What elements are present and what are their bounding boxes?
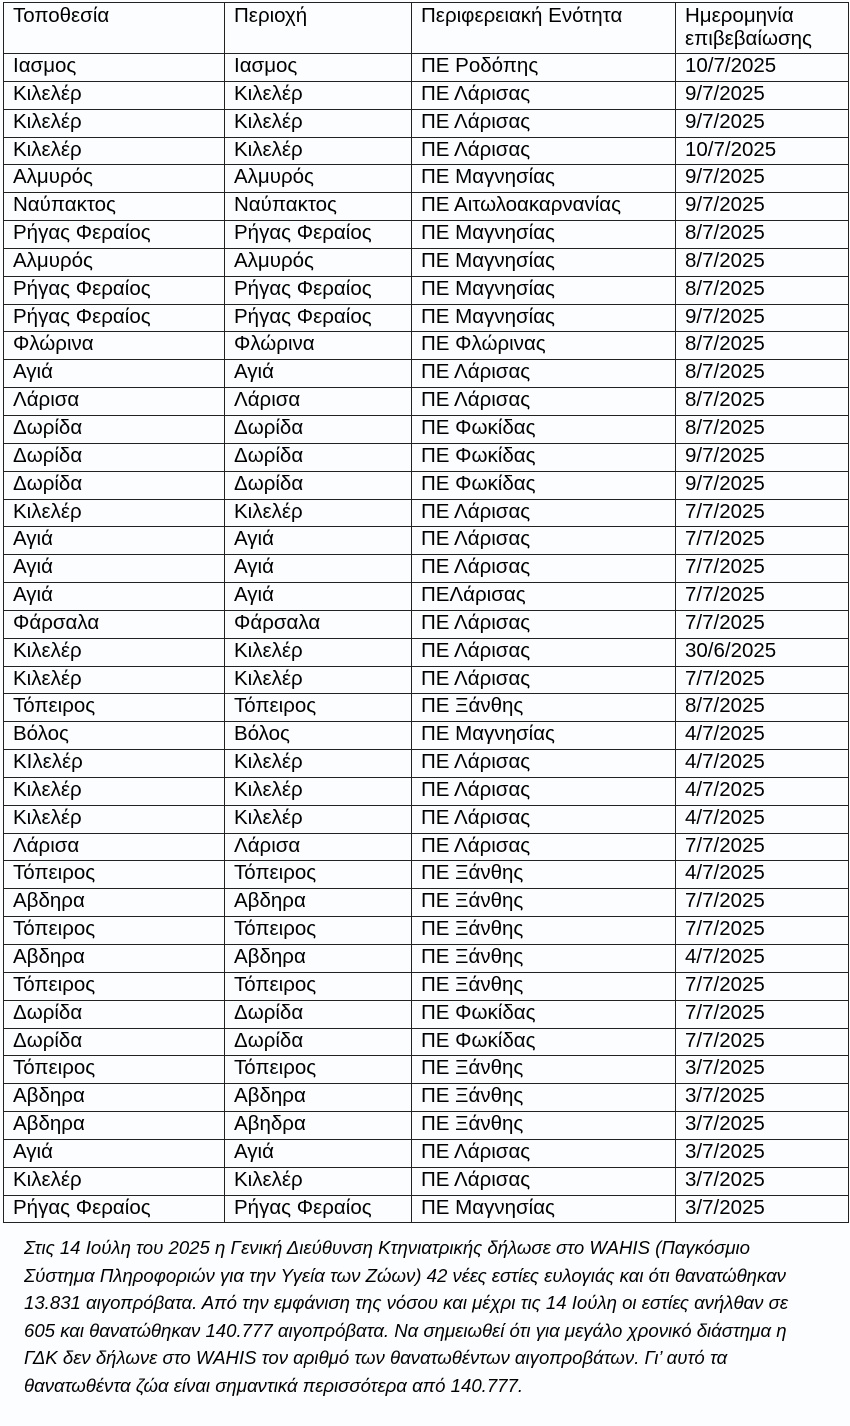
cell-area: Κιλελέρ	[225, 109, 412, 137]
table-row	[4, 388, 849, 416]
cell-regional-unit: ΠΕ Μαγνησίας	[412, 221, 676, 249]
table-row	[4, 360, 849, 388]
table-row	[4, 415, 849, 443]
cell-location: Βόλος	[4, 722, 225, 750]
cell-regional-unit: ΠΕ Λάρισας	[412, 666, 676, 694]
cell-area: Δωρίδα	[225, 415, 412, 443]
cell-area: Φάρσαλα	[225, 610, 412, 638]
cell-area: Λάρισα	[225, 833, 412, 861]
cell-area: Ρήγας Φεραίος	[225, 276, 412, 304]
cell-regional-unit: ΠΕ Λάρισας	[412, 833, 676, 861]
cell-regional-unit: ΠΕ Λάρισας	[412, 610, 676, 638]
cell-regional-unit: ΠΕ Λάρισας	[412, 1139, 676, 1167]
cell-date: 9/7/2025	[676, 471, 849, 499]
cell-regional-unit: ΠΕ Ξάνθης	[412, 972, 676, 1000]
cell-location: Κιλελέρ	[4, 499, 225, 527]
table-row	[4, 527, 849, 555]
table-row	[4, 1084, 849, 1112]
cell-location: Δωρίδα	[4, 471, 225, 499]
table-row	[4, 666, 849, 694]
cell-area: Κιλελέρ	[225, 805, 412, 833]
cell-date: 7/7/2025	[676, 499, 849, 527]
cell-date: 8/7/2025	[676, 360, 849, 388]
cell-area: Λάρισα	[225, 388, 412, 416]
cell-location: Αβδηρα	[4, 1084, 225, 1112]
cell-area: Αγιά	[225, 555, 412, 583]
cell-area: Φλώρινα	[225, 332, 412, 360]
cell-regional-unit: ΠΕ Αιτωλοακαρνανίας	[412, 193, 676, 221]
cell-date: 9/7/2025	[676, 193, 849, 221]
cell-area: Αβδηρα	[225, 945, 412, 973]
table-row	[4, 777, 849, 805]
cell-area: Αβδηρα	[225, 889, 412, 917]
cell-date: 8/7/2025	[676, 221, 849, 249]
table-row	[4, 750, 849, 778]
cell-regional-unit: ΠΕ Φωκίδας	[412, 471, 676, 499]
cell-area: Αγιά	[225, 1139, 412, 1167]
cell-regional-unit: ΠΕ Μαγνησίας	[412, 276, 676, 304]
cell-area: Ναύπακτος	[225, 193, 412, 221]
cell-location: Αγιά	[4, 583, 225, 611]
cell-location: Αγιά	[4, 555, 225, 583]
cell-location: Κιλελέρ	[4, 805, 225, 833]
header-location: Τοποθεσία	[4, 3, 225, 54]
cell-regional-unit: ΠΕ Λάρισας	[412, 499, 676, 527]
cell-location: Αλμυρός	[4, 165, 225, 193]
table-row	[4, 861, 849, 889]
table-row	[4, 248, 849, 276]
cell-area: Κιλελέρ	[225, 750, 412, 778]
cell-date: 9/7/2025	[676, 443, 849, 471]
cell-date: 4/7/2025	[676, 945, 849, 973]
table-row	[4, 471, 849, 499]
cell-date: 30/6/2025	[676, 638, 849, 666]
cell-location: Αγιά	[4, 1139, 225, 1167]
table-row	[4, 221, 849, 249]
cell-date: 7/7/2025	[676, 666, 849, 694]
cell-date: 3/7/2025	[676, 1084, 849, 1112]
cell-regional-unit: ΠΕ Λάρισας	[412, 777, 676, 805]
cell-location: Δωρίδα	[4, 443, 225, 471]
cell-date: 8/7/2025	[676, 415, 849, 443]
header-area: Περιοχή	[225, 3, 412, 54]
cell-regional-unit: ΠΕ Ροδόπης	[412, 54, 676, 82]
cell-regional-unit: ΠΕ Μαγνησίας	[412, 304, 676, 332]
cell-location: Δωρίδα	[4, 1028, 225, 1056]
cell-location: Κιλελέρ	[4, 109, 225, 137]
cell-location: Κιλελέρ	[4, 777, 225, 805]
cell-date: 10/7/2025	[676, 54, 849, 82]
cell-area: Κιλελέρ	[225, 499, 412, 527]
cell-location: Κιλελέρ	[4, 81, 225, 109]
cell-location: Ρήγας Φεραίος	[4, 1195, 225, 1223]
cell-location: Αγιά	[4, 360, 225, 388]
cell-area: Δωρίδα	[225, 443, 412, 471]
table-row	[4, 610, 849, 638]
cell-regional-unit: ΠΕ Φωκίδας	[412, 443, 676, 471]
table-row	[4, 276, 849, 304]
table-row	[4, 722, 849, 750]
cell-location: Λάρισα	[4, 388, 225, 416]
cell-date: 8/7/2025	[676, 332, 849, 360]
cell-location: Τόπειρος	[4, 972, 225, 1000]
cell-regional-unit: ΠΕ Λάρισας	[412, 638, 676, 666]
cell-area: Αγιά	[225, 583, 412, 611]
cell-regional-unit: ΠΕ Φλώρινας	[412, 332, 676, 360]
cell-location: Ναύπακτος	[4, 193, 225, 221]
cell-location: Δωρίδα	[4, 1000, 225, 1028]
cell-date: 3/7/2025	[676, 1139, 849, 1167]
cell-date: 7/7/2025	[676, 917, 849, 945]
table-row	[4, 54, 849, 82]
cell-location: Αγιά	[4, 527, 225, 555]
cell-location: Αβδηρα	[4, 945, 225, 973]
cell-date: 4/7/2025	[676, 805, 849, 833]
cell-date: 4/7/2025	[676, 861, 849, 889]
cell-date: 3/7/2025	[676, 1167, 849, 1195]
cell-regional-unit: ΠΕ Λάρισας	[412, 360, 676, 388]
cell-area: Αλμυρός	[225, 165, 412, 193]
cell-regional-unit: ΠΕ Φωκίδας	[412, 1028, 676, 1056]
table-row	[4, 304, 849, 332]
cell-date: 7/7/2025	[676, 833, 849, 861]
table-row	[4, 638, 849, 666]
cell-location: Κιλελέρ	[4, 638, 225, 666]
cell-location: Κιλελέρ	[4, 1167, 225, 1195]
cell-location: Φλώρινα	[4, 332, 225, 360]
cell-regional-unit: ΠΕ Λάρισας	[412, 1167, 676, 1195]
cell-area: Βόλος	[225, 722, 412, 750]
cell-date: 7/7/2025	[676, 1028, 849, 1056]
cell-date: 4/7/2025	[676, 777, 849, 805]
table-row	[4, 583, 849, 611]
cell-date: 7/7/2025	[676, 555, 849, 583]
table-row	[4, 1195, 849, 1223]
table-row	[4, 1167, 849, 1195]
cell-area: Αλμυρός	[225, 248, 412, 276]
cell-date: 3/7/2025	[676, 1112, 849, 1140]
cell-regional-unit: ΠΕ Λάρισας	[412, 137, 676, 165]
cell-location: Τόπειρος	[4, 917, 225, 945]
cell-area: Κιλελέρ	[225, 666, 412, 694]
cell-area: Αγιά	[225, 527, 412, 555]
cell-area: Ιασμος	[225, 54, 412, 82]
cell-regional-unit: ΠΕ Μαγνησίας	[412, 1195, 676, 1223]
cell-area: Δωρίδα	[225, 1028, 412, 1056]
cell-regional-unit: ΠΕ Ξάνθης	[412, 917, 676, 945]
cell-date: 9/7/2025	[676, 109, 849, 137]
table-row	[4, 945, 849, 973]
cell-date: 7/7/2025	[676, 610, 849, 638]
cell-regional-unit: ΠΕ Μαγνησίας	[412, 722, 676, 750]
cell-regional-unit: ΠΕ Ξάνθης	[412, 889, 676, 917]
table-row	[4, 972, 849, 1000]
cell-location: Λάρισα	[4, 833, 225, 861]
cell-area: Δωρίδα	[225, 1000, 412, 1028]
cell-area: Κιλελέρ	[225, 137, 412, 165]
cell-date: 3/7/2025	[676, 1056, 849, 1084]
cell-date: 7/7/2025	[676, 889, 849, 917]
table-row	[4, 109, 849, 137]
cell-area: Κιλελέρ	[225, 638, 412, 666]
footnote-text: Στις 14 Ιούλη του 2025 η Γενική Διεύθυνση Κτηνιατρικής δήλωσε στο WAHIS (Παγκόσμιο Σύστημα Πληροφοριών για την Υγεία των Ζώων) 42 νέες εστίες ευλογιάς και ότι θανατώθηκαν 13.831 αιγοπρόβατα. Από την εμφάνιση της νόσου και μέχρι τις 14 Ιούλη οι εστίες ανήλθαν σε 605 και θανατώθηκαν 140.777 αιγοπρόβατα. Να σημειωθεί ότι για μεγάλο χρονικό διάστημα η ΓΔΚ δεν δήλωνε στο WAHIS τον αριθμό των θανατωθέντων αιγοπροβάτων. Γι’ αυτό τα θανατωθέντα ζώα είναι σημαντικά περισσότερα από 140.777.	[24, 1237, 788, 1396]
cell-regional-unit: ΠΕ Φωκίδας	[412, 415, 676, 443]
table-row	[4, 1028, 849, 1056]
cell-area: Κιλελέρ	[225, 1167, 412, 1195]
cell-date: 9/7/2025	[676, 304, 849, 332]
table-row	[4, 694, 849, 722]
cell-regional-unit: ΠΕ Λάρισας	[412, 805, 676, 833]
table-row	[4, 555, 849, 583]
cell-area: Τόπειρος	[225, 861, 412, 889]
table-row	[4, 81, 849, 109]
cell-regional-unit: ΠΕ Λάρισας	[412, 388, 676, 416]
table-row	[4, 165, 849, 193]
cell-regional-unit: ΠΕ Λάρισας	[412, 81, 676, 109]
cell-location: Τόπειρος	[4, 861, 225, 889]
cell-date: 10/7/2025	[676, 137, 849, 165]
table-row	[4, 1000, 849, 1028]
cell-location: Αλμυρός	[4, 248, 225, 276]
cell-regional-unit: ΠΕ Ξάνθης	[412, 1084, 676, 1112]
cell-regional-unit: ΠΕ Μαγνησίας	[412, 165, 676, 193]
cell-area: Τόπειρος	[225, 1056, 412, 1084]
cell-date: 4/7/2025	[676, 722, 849, 750]
cell-area: Ρήγας Φεραίος	[225, 1195, 412, 1223]
cell-area: Ρήγας Φεραίος	[225, 304, 412, 332]
table-row	[4, 917, 849, 945]
cell-regional-unit: ΠΕ Ξάνθης	[412, 694, 676, 722]
cell-location: Ιασμος	[4, 54, 225, 82]
cell-area: Τόπειρος	[225, 972, 412, 1000]
outbreak-table	[3, 2, 849, 1223]
table-row	[4, 1139, 849, 1167]
cell-location: Φάρσαλα	[4, 610, 225, 638]
cell-regional-unit: ΠΕ Λάρισας	[412, 527, 676, 555]
table-body	[4, 54, 849, 1223]
cell-date: 9/7/2025	[676, 81, 849, 109]
cell-location: Κιλελέρ	[4, 137, 225, 165]
cell-area: Αγιά	[225, 360, 412, 388]
cell-location: Τόπειρος	[4, 694, 225, 722]
cell-location: Τόπειρος	[4, 1056, 225, 1084]
table-header-row	[4, 3, 849, 54]
cell-location: Κιλελέρ	[4, 666, 225, 694]
cell-date: 4/7/2025	[676, 750, 849, 778]
cell-area: Κιλελέρ	[225, 81, 412, 109]
cell-location: Ρήγας Φεραίος	[4, 304, 225, 332]
cell-date: 9/7/2025	[676, 165, 849, 193]
cell-location: Αβδηρα	[4, 1112, 225, 1140]
cell-regional-unit: ΠΕ Ξάνθης	[412, 861, 676, 889]
table-row	[4, 332, 849, 360]
cell-date: 8/7/2025	[676, 276, 849, 304]
cell-regional-unit: ΠΕ Λάρισας	[412, 109, 676, 137]
cell-area: Τόπειρος	[225, 917, 412, 945]
cell-regional-unit: ΠΕ Λάρισας	[412, 555, 676, 583]
cell-regional-unit: ΠΕ Φωκίδας	[412, 1000, 676, 1028]
header-regional-unit: Περιφερειακή Ενότητα	[412, 3, 676, 54]
cell-regional-unit: ΠΕ Λάρισας	[412, 750, 676, 778]
cell-date: 7/7/2025	[676, 1000, 849, 1028]
cell-date: 7/7/2025	[676, 583, 849, 611]
header-confirmation-date: Ημερομηνία επιβεβαίωσης	[676, 3, 849, 54]
cell-date: 8/7/2025	[676, 388, 849, 416]
table-row	[4, 499, 849, 527]
cell-location: Αβδηρα	[4, 889, 225, 917]
cell-area: Τόπειρος	[225, 694, 412, 722]
table-row	[4, 193, 849, 221]
cell-area: Αβηδρα	[225, 1112, 412, 1140]
table-row	[4, 889, 849, 917]
cell-location: Ρήγας Φεραίος	[4, 221, 225, 249]
cell-location: Δωρίδα	[4, 415, 225, 443]
table-row	[4, 1056, 849, 1084]
cell-regional-unit: ΠΕΛάρισας	[412, 583, 676, 611]
table-row	[4, 805, 849, 833]
cell-area: Ρήγας Φεραίος	[225, 221, 412, 249]
cell-date: 3/7/2025	[676, 1195, 849, 1223]
table-row	[4, 1112, 849, 1140]
cell-date: 8/7/2025	[676, 694, 849, 722]
cell-location: Ρήγας Φεραίος	[4, 276, 225, 304]
cell-date: 8/7/2025	[676, 248, 849, 276]
cell-date: 7/7/2025	[676, 527, 849, 555]
table-row	[4, 443, 849, 471]
table-row	[4, 833, 849, 861]
cell-regional-unit: ΠΕ Ξάνθης	[412, 945, 676, 973]
cell-location: ΚΙλελέρ	[4, 750, 225, 778]
cell-area: Δωρίδα	[225, 471, 412, 499]
cell-regional-unit: ΠΕ Ξάνθης	[412, 1112, 676, 1140]
cell-regional-unit: ΠΕ Ξάνθης	[412, 1056, 676, 1084]
table-row	[4, 137, 849, 165]
cell-area: Αβδηρα	[225, 1084, 412, 1112]
cell-area: Κιλελέρ	[225, 777, 412, 805]
cell-date: 7/7/2025	[676, 972, 849, 1000]
cell-regional-unit: ΠΕ Μαγνησίας	[412, 248, 676, 276]
